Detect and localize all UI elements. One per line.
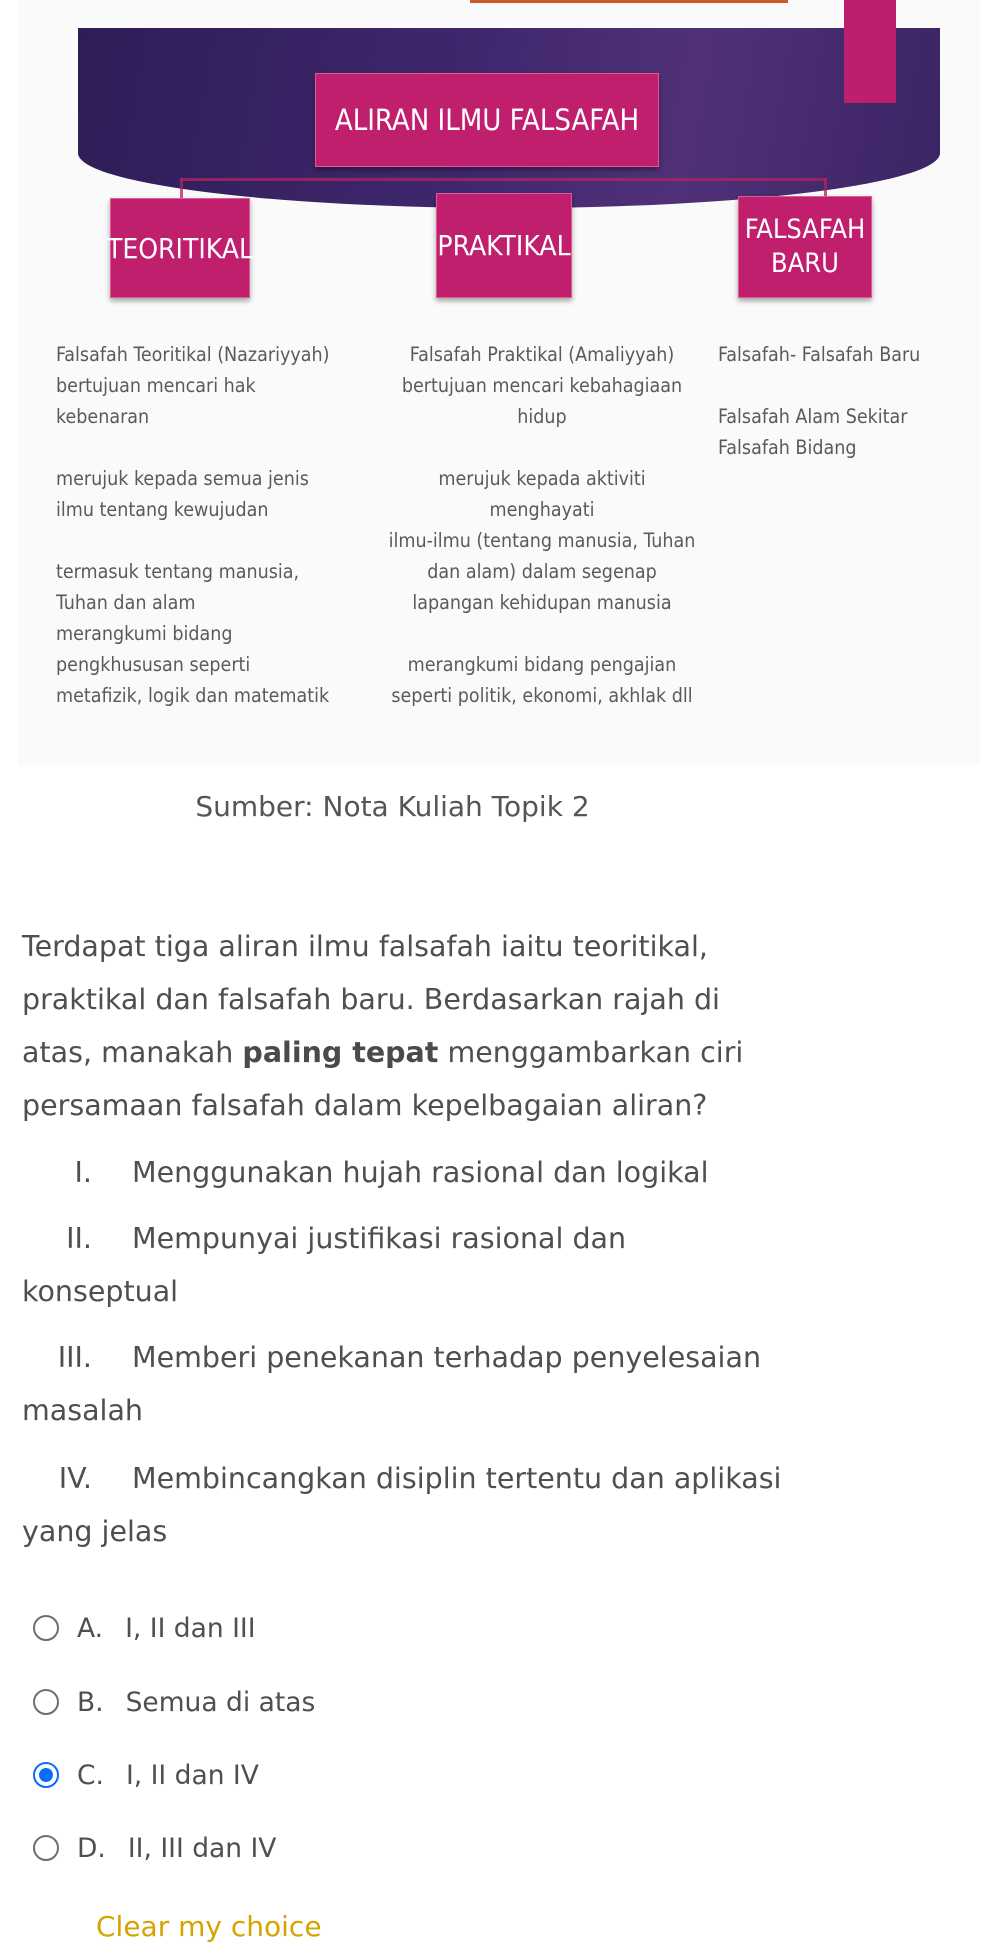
option-a[interactable] <box>33 1608 256 1648</box>
statement-number: III. <box>57 1341 92 1374</box>
teoritikal-description <box>56 339 356 711</box>
description-line: lapangan kehidupan manusia <box>412 591 672 614</box>
description-line: seperti politik, ekonomi, akhlak dll <box>391 684 693 707</box>
option-label[interactable]: II, III dan IV <box>127 1832 277 1864</box>
statement-item <box>22 1212 782 1318</box>
radio-button[interactable] <box>33 1835 59 1861</box>
radio-button[interactable] <box>33 1615 59 1641</box>
falsafah-baru-description <box>718 339 978 463</box>
question-text-part: menggambarkan ciri persamaan falsafah dalam kepelbagaian aliran? <box>22 1036 744 1122</box>
category-label-line: FALSAFAH <box>744 214 866 246</box>
description-line: dan alam) dalam segenap <box>427 560 657 583</box>
description-line: Falsafah Bidang <box>718 436 857 459</box>
description-line: ilmu-ilmu (tentang manusia, Tuhan <box>388 529 696 552</box>
option-d[interactable] <box>33 1828 276 1868</box>
statement-item <box>22 1331 782 1437</box>
description-line <box>56 525 356 556</box>
description-line: pengkhususan seperti <box>56 653 251 676</box>
description-line: Tuhan dan alam <box>56 591 196 614</box>
description-line: hidup <box>517 405 567 428</box>
aliran-ilmu-falsafah-diagram <box>18 0 980 765</box>
question-text-part: Terdapat tiga aliran ilmu falsafah iaitu teoritikal, praktikal dan falsafah baru. Berdasarkan rajah di atas, manakah <box>22 930 720 1069</box>
statement-number: IV. <box>58 1462 92 1495</box>
question-text <box>22 920 792 1132</box>
category-falsafah-baru <box>738 196 872 298</box>
statement-text: Membincangkan disiplin tertentu dan aplikasi yang jelas <box>22 1462 782 1548</box>
option-letter: C. <box>77 1759 104 1791</box>
decorative-line <box>470 0 788 3</box>
description-line: Falsafah Alam Sekitar <box>718 405 908 428</box>
statement-text: Menggunakan hujah rasional dan logikal <box>132 1156 709 1189</box>
statement-number: II. <box>66 1222 92 1255</box>
description-line: merangkumi bidang <box>56 622 233 645</box>
diagram-connector <box>180 178 826 181</box>
description-line: merangkumi bidang pengajian <box>407 653 677 676</box>
description-line <box>718 370 978 401</box>
description-line: Falsafah Teoritikal (Nazariyyah) <box>56 343 330 366</box>
category-label-line: BARU <box>771 248 839 279</box>
description-line: menghayati <box>489 498 595 521</box>
description-line: termasuk tentang manusia, <box>56 560 300 583</box>
radio-button[interactable] <box>33 1689 59 1715</box>
statement-text: Mempunyai justifikasi rasional dan konseptual <box>22 1222 627 1308</box>
description-line: bertujuan mencari kebahagiaan <box>401 374 683 397</box>
praktikal-description <box>372 339 712 711</box>
description-line: metafizik, logik dan matematik <box>56 684 330 707</box>
option-letter: A. <box>77 1612 104 1644</box>
option-label[interactable]: Semua di atas <box>125 1686 316 1718</box>
statement-text: Memberi penekanan terhadap penyelesaian masalah <box>22 1341 762 1427</box>
category-praktikal: PRAKTIKAL <box>436 193 572 298</box>
category-teoritikal: TEORITIKAL <box>110 198 250 298</box>
decorative-tab <box>844 0 896 103</box>
clear-choice-link[interactable]: Clear my choice <box>96 1910 322 1943</box>
description-line: Falsafah Praktikal (Amaliyyah) <box>409 343 675 366</box>
description-line: merujuk kepada aktiviti <box>438 467 646 490</box>
description-line: ilmu tentang kewujudan <box>56 498 269 521</box>
option-c[interactable] <box>33 1755 259 1795</box>
diagram-connector <box>180 178 183 200</box>
option-b[interactable] <box>33 1682 315 1722</box>
figure-caption: Sumber: Nota Kuliah Topik 2 <box>195 790 590 823</box>
option-letter: B. <box>77 1686 104 1718</box>
description-line <box>56 432 356 463</box>
diagram-title-box: ALIRAN ILMU FALSAFAH <box>315 73 659 167</box>
radio-button-selected[interactable] <box>33 1762 59 1788</box>
description-line <box>372 618 712 649</box>
option-label[interactable]: I, II dan III <box>125 1612 256 1644</box>
option-label[interactable]: I, II dan IV <box>125 1759 259 1791</box>
description-line: merujuk kepada semua jenis <box>56 467 309 490</box>
statement-item <box>22 1146 782 1199</box>
description-line: bertujuan mencari hak <box>56 374 256 397</box>
description-line: Falsafah- Falsafah Baru <box>718 343 921 366</box>
question-emphasis: paling tepat <box>242 1036 439 1069</box>
option-letter: D. <box>77 1832 106 1864</box>
description-line: kebenaran <box>56 405 150 428</box>
statement-item <box>22 1452 782 1558</box>
description-line <box>372 432 712 463</box>
statement-number: I. <box>74 1156 92 1189</box>
